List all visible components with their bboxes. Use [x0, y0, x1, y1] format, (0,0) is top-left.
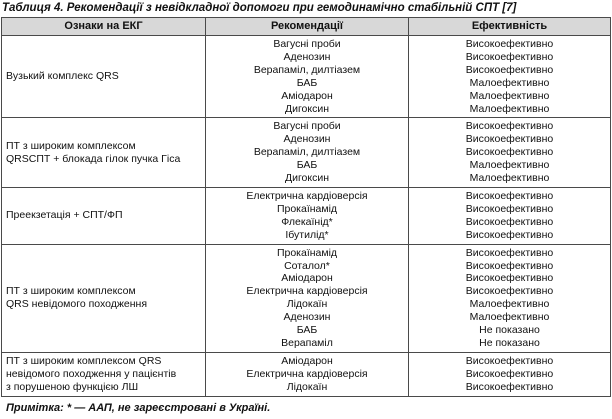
effectiveness-item: Високоефективно: [465, 354, 554, 367]
effectiveness-cell: [409, 244, 611, 352]
recommendation-cell: [206, 36, 409, 118]
effectiveness-item: Високоефективно: [465, 367, 554, 380]
effectiveness-item: Високоефективно: [465, 38, 554, 50]
effectiveness-cell: [409, 187, 611, 244]
header-ecg-signs: Ознаки на ЕКГ: [2, 18, 206, 36]
effectiveness-item: Малоефективно: [469, 76, 550, 89]
recommendation-item: Електрична кардіоверсія: [246, 189, 368, 202]
table-row: [2, 352, 611, 396]
effectiveness-item: Малоефективно: [469, 311, 550, 324]
recommendation-item: Соталол*: [284, 259, 330, 272]
effectiveness-item: Високоефективно: [465, 189, 554, 202]
header-effectiveness: Ефективність: [409, 18, 611, 36]
recommendation-item: БАБ: [296, 76, 318, 89]
recommendation-cell: [206, 352, 409, 396]
recommendation-item: Аденозин: [283, 311, 331, 324]
ecg-sign-line: Вузький комплекс QRS: [6, 70, 119, 83]
table-body: [2, 36, 611, 397]
effectiveness-cell: [409, 352, 611, 396]
effectiveness-item: Малоефективно: [469, 102, 550, 115]
effectiveness-item: Високоефективно: [465, 50, 554, 63]
effectiveness-item: Високоефективно: [465, 202, 554, 215]
recommendation-item: Прокаїнамід: [276, 202, 338, 215]
effectiveness-item: Малоефективно: [469, 89, 550, 102]
effectiveness-item: Високоефективно: [465, 259, 554, 272]
ecg-sign-line: невідомого походження у пацієнтів: [6, 367, 177, 380]
effectiveness-item: Малоефективно: [469, 172, 550, 185]
table-header-row: [2, 18, 611, 36]
recommendation-item: БАБ: [296, 159, 318, 172]
ecg-sign-line: QRS невідомого походження: [6, 298, 148, 311]
effectiveness-item: Малоефективно: [469, 298, 550, 311]
ecg-sign-line: ПТ з широким комплексом QRS: [6, 354, 162, 367]
effectiveness-cell: [409, 36, 611, 118]
ecg-sign-cell: [2, 36, 206, 118]
recommendation-item: Дигоксин: [284, 172, 330, 185]
recommendation-item: Вагусні проби: [273, 120, 341, 133]
recommendation-item: Електрична кардіоверсія: [246, 367, 368, 380]
recommendations-table: [1, 17, 611, 397]
table-row: [2, 118, 611, 188]
effectiveness-item: Високоефективно: [465, 215, 554, 228]
ecg-sign-cell: [2, 352, 206, 396]
recommendation-cell: [206, 187, 409, 244]
table-row: [2, 244, 611, 352]
recommendation-item: БАБ: [296, 324, 318, 337]
ecg-sign-cell: [2, 118, 206, 188]
recommendation-item: Флекаїнід*: [281, 215, 333, 228]
effectiveness-cell: [409, 118, 611, 188]
recommendation-item: Аміодарон: [281, 89, 333, 102]
ecg-sign-line: з порушеною функцією ЛШ: [6, 380, 139, 393]
recommendation-item: Аденозин: [283, 133, 331, 146]
recommendation-item: Прокаїнамід: [276, 246, 338, 259]
recommendation-item: Верапаміл: [281, 336, 333, 349]
effectiveness-item: Високоефективно: [465, 272, 554, 285]
effectiveness-item: Малоефективно: [469, 159, 550, 172]
effectiveness-item: Не показано: [479, 324, 540, 337]
recommendation-item: Лідокаїн: [286, 380, 328, 393]
recommendation-item: Лідокаїн: [286, 298, 328, 311]
recommendation-item: Верапаміл, дилтіазем: [253, 63, 361, 76]
ecg-sign-line: ПТ з широким комплексом: [6, 139, 136, 152]
recommendation-item: Ібутилід*: [285, 228, 329, 241]
table-caption: Таблиця 4. Рекомендації з невідкладної допомоги при гемодинамічно стабільній СПТ [7]: [2, 2, 517, 14]
ecg-sign-cell: [2, 244, 206, 352]
recommendation-item: Електрична кардіоверсія: [246, 285, 368, 298]
ecg-sign-line: Преекзетація + СПТ/ФП: [6, 209, 123, 222]
recommendation-item: Дигоксин: [284, 102, 330, 115]
effectiveness-item: Високоефективно: [465, 63, 554, 76]
recommendation-item: Аденозин: [283, 50, 331, 63]
effectiveness-item: Високоефективно: [465, 120, 554, 133]
table-note: Примітка: * — ААП, не зареєстровані в Україні.: [6, 402, 271, 414]
recommendation-item: Аміодарон: [281, 272, 333, 285]
effectiveness-item: Високоефективно: [465, 146, 554, 159]
effectiveness-item: Високоефективно: [465, 285, 554, 298]
recommendation-cell: [206, 118, 409, 188]
ecg-sign-cell: [2, 187, 206, 244]
effectiveness-item: Високоефективно: [465, 133, 554, 146]
recommendation-item: Вагусні проби: [273, 38, 341, 50]
recommendation-cell: [206, 244, 409, 352]
ecg-sign-line: QRSСПТ + блокада гілок пучка Гіса: [6, 152, 181, 165]
table-row: [2, 36, 611, 118]
header-recommendations: Рекомендації: [206, 18, 409, 36]
effectiveness-item: Високоефективно: [465, 246, 554, 259]
ecg-sign-line: ПТ з широким комплексом: [6, 285, 136, 298]
effectiveness-item: Високоефективно: [465, 380, 554, 393]
table-row: [2, 187, 611, 244]
effectiveness-item: Високоефективно: [465, 228, 554, 241]
recommendation-item: Верапаміл, дилтіазем: [253, 146, 361, 159]
recommendation-item: Аміодарон: [281, 354, 333, 367]
effectiveness-item: Не показано: [479, 336, 540, 349]
